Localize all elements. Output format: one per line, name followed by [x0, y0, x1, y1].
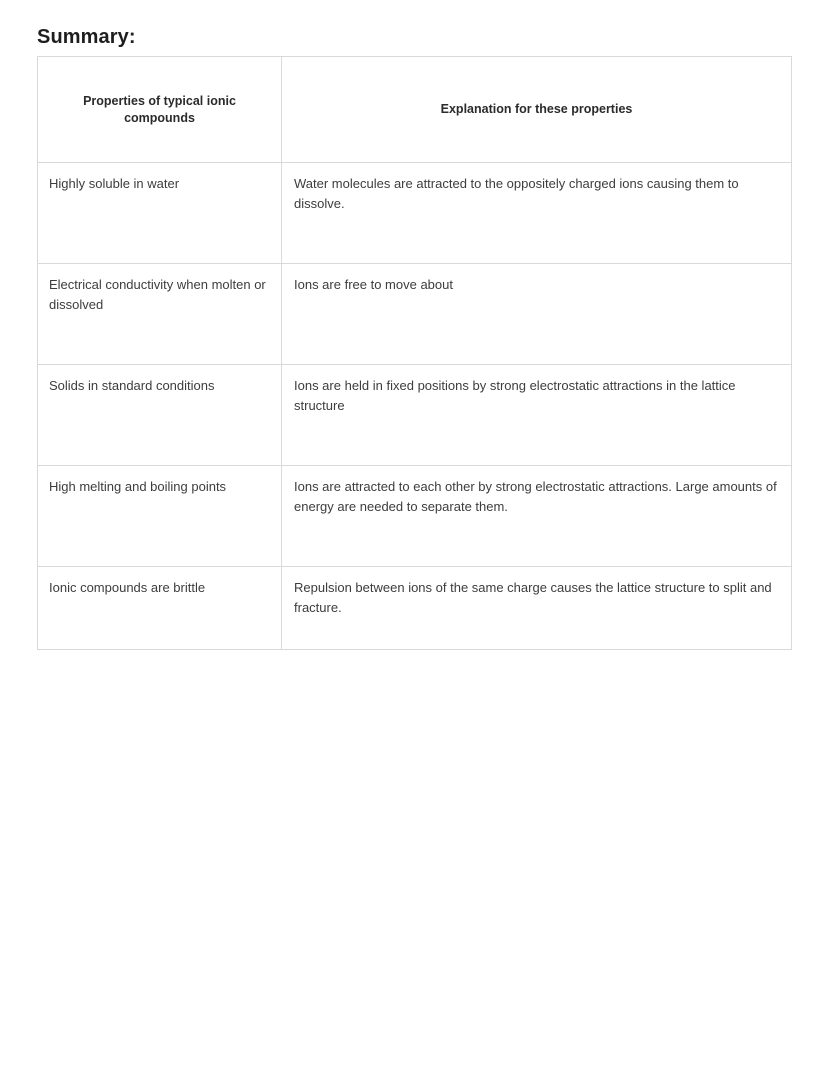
page-title: Summary:: [37, 26, 136, 48]
cell-explanation: Ions are attracted to each other by strong electrostatic attractions. Large amounts of energy are needed to separate them.: [282, 466, 792, 567]
table-row: [38, 163, 792, 264]
table-body: [38, 163, 792, 650]
summary-table-container: [37, 56, 791, 650]
cell-explanation: Ions are free to move about: [282, 264, 792, 365]
table-header-row: [38, 57, 792, 163]
cell-property: Ionic compounds are brittle: [38, 567, 282, 650]
column-header-properties: Properties of typical ionic compounds: [38, 57, 282, 163]
table-header: [38, 57, 792, 163]
cell-explanation: Repulsion between ions of the same charge causes the lattice structure to split and fracture.: [282, 567, 792, 650]
cell-property: Electrical conductivity when molten or dissolved: [38, 264, 282, 365]
table-row: [38, 466, 792, 567]
cell-explanation: Water molecules are attracted to the oppositely charged ions causing them to dissolve.: [282, 163, 792, 264]
cell-property: High melting and boiling points: [38, 466, 282, 567]
table-row: [38, 264, 792, 365]
table-row: [38, 365, 792, 466]
column-header-explanation: Explanation for these properties: [282, 57, 792, 163]
cell-property: Solids in standard conditions: [38, 365, 282, 466]
table-row: [38, 567, 792, 650]
summary-table: [37, 56, 792, 650]
cell-explanation: Ions are held in fixed positions by strong electrostatic attractions in the lattice structure: [282, 365, 792, 466]
cell-property: Highly soluble in water: [38, 163, 282, 264]
